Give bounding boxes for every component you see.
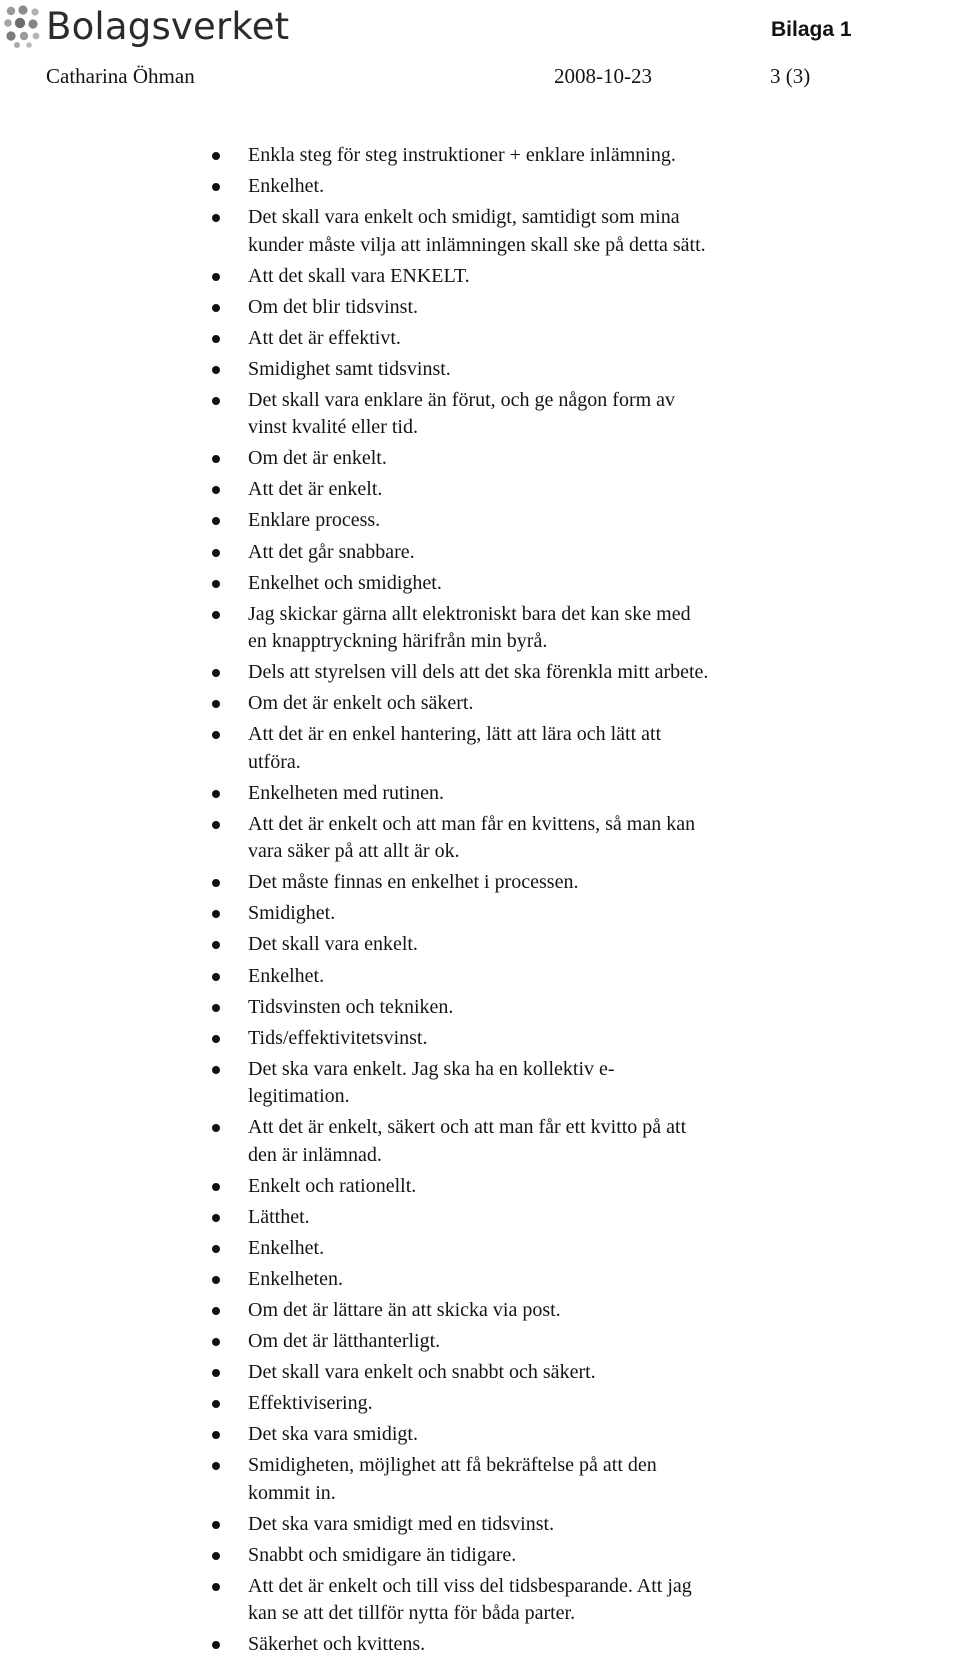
list-item xyxy=(248,1297,712,1325)
bullet-icon xyxy=(212,1338,220,1346)
list-item xyxy=(248,539,712,567)
bullet-icon xyxy=(212,1183,220,1191)
list-item-text: Det ska vara smidigt. xyxy=(248,1423,418,1446)
list-item-text: Jag skickar gärna allt elektroniskt bara det kan ske med en knapptryckning härifrån min byrå. xyxy=(248,602,691,653)
list-item xyxy=(248,1542,712,1570)
list-item-text: Lätthet. xyxy=(248,1205,310,1228)
bullet-icon xyxy=(212,1035,220,1043)
list-item xyxy=(248,780,712,808)
list-item-text: Enkelhet. xyxy=(248,175,325,198)
list-item xyxy=(248,963,712,991)
list-item xyxy=(248,1204,712,1232)
list-item xyxy=(248,1511,712,1539)
list-item-text: Enkla steg för steg instruktioner + enklare inlämning. xyxy=(248,144,676,166)
bullet-icon xyxy=(212,549,220,557)
bolagsverket-logo xyxy=(0,0,289,52)
list-item-text: Det skall vara enklare än förut, och ge någon form av vinst kvalité eller tid. xyxy=(248,388,676,439)
bullet-icon xyxy=(212,1307,220,1315)
list-item xyxy=(248,476,712,504)
bullet-icon xyxy=(212,397,220,405)
bullet-icon xyxy=(212,1431,220,1439)
list-item-text: Enkelt och rationellt. xyxy=(248,1174,417,1197)
list-item xyxy=(248,570,712,598)
bullet-icon xyxy=(212,700,220,708)
bullet-icon xyxy=(212,1400,220,1408)
list-item-text: Enkelhet och smidighet. xyxy=(248,571,442,594)
list-item xyxy=(248,1631,712,1659)
bullet-icon xyxy=(212,214,220,222)
list-item-text: Enklare process. xyxy=(248,509,381,532)
list-item xyxy=(248,1235,712,1263)
list-item xyxy=(248,1573,712,1628)
list-item xyxy=(248,1025,712,1053)
bullet-icon xyxy=(212,580,220,588)
list-item xyxy=(248,1056,712,1111)
bullet-icon xyxy=(212,790,220,798)
document-date: 2008-10-23 xyxy=(554,64,652,88)
list-item-text: Snabbt och smidigare än tidigare. xyxy=(248,1543,517,1566)
list-item-text: Säkerhet och kvittens. xyxy=(248,1633,426,1656)
bullet-icon xyxy=(212,1462,220,1470)
list-item-text: Tids/effektivitetsvinst. xyxy=(248,1026,428,1049)
author-name: Catharina Öhman xyxy=(46,64,195,88)
list-item xyxy=(248,869,712,897)
list-item xyxy=(248,173,712,201)
bullet-icon xyxy=(212,1004,220,1012)
bullet-icon xyxy=(212,1552,220,1560)
list-item xyxy=(248,994,712,1022)
list-item-text: Att det är enkelt, säkert och att man får ett kvitto på att den är inlämnad. xyxy=(248,1116,687,1166)
list-item xyxy=(248,690,712,718)
list-item-text: Tidsvinsten och tekniken. xyxy=(248,995,454,1018)
bullet-icon xyxy=(212,1276,220,1284)
list-item xyxy=(248,900,712,928)
bullet-icon xyxy=(212,1214,220,1222)
list-item-text: Om det blir tidsvinst. xyxy=(248,295,418,318)
list-item xyxy=(248,1421,712,1449)
list-item xyxy=(248,1173,712,1201)
bullet-icon xyxy=(212,611,220,619)
bullet-icon xyxy=(212,669,220,677)
bullet-icon xyxy=(212,821,220,829)
bullet-icon xyxy=(212,910,220,918)
list-item xyxy=(248,1328,712,1356)
list-item-text: Att det går snabbare. xyxy=(248,540,415,563)
answer-list xyxy=(0,142,712,1662)
bullet-icon xyxy=(212,455,220,463)
list-item xyxy=(248,142,712,170)
bullet-icon xyxy=(212,973,220,981)
list-item-text: Smidighet samt tidsvinst. xyxy=(248,357,451,380)
list-item-text: Att det skall vara ENKELT. xyxy=(248,264,470,287)
list-item-text: Enkelheten med rutinen. xyxy=(248,781,445,804)
list-item xyxy=(248,204,712,259)
bullet-icon xyxy=(212,517,220,525)
bullet-icon xyxy=(212,1641,220,1649)
bullet-icon xyxy=(212,879,220,887)
bullet-icon xyxy=(212,1066,220,1074)
list-item-text: Att det är enkelt och att man får en kvittens, så man kan vara säker på att allt är ok. xyxy=(248,812,696,863)
list-item xyxy=(248,445,712,473)
list-item xyxy=(248,1266,712,1294)
list-item-text: Smidigheten, möjlighet att få bekräftelse på att den kommit in. xyxy=(248,1454,657,1504)
bullet-icon xyxy=(212,1124,220,1132)
list-item-text: Att det är enkelt och till viss del tidsbesparande. Att jag kan se att det tillför nytta för båda parter. xyxy=(248,1574,692,1625)
list-item-text: Det skall vara enkelt. xyxy=(248,933,418,956)
list-item-text: Om det är enkelt och säkert. xyxy=(248,692,474,715)
bullet-icon xyxy=(212,335,220,343)
list-item xyxy=(248,387,712,442)
list-item xyxy=(248,507,712,535)
bullet-icon xyxy=(212,304,220,312)
list-item-text: Om det är lätthanterligt. xyxy=(248,1330,441,1352)
list-item-text: Effektivisering. xyxy=(248,1392,373,1415)
list-item xyxy=(248,811,712,866)
list-item-text: Om det är lättare än att skicka via post. xyxy=(248,1298,561,1321)
bullet-icon xyxy=(212,1369,220,1377)
list-item xyxy=(248,1390,712,1418)
list-item-text: Enkelheten. xyxy=(248,1267,343,1290)
list-item xyxy=(248,721,712,776)
appendix-label: Bilaga 1 xyxy=(771,18,852,41)
bullet-icon xyxy=(212,1521,220,1529)
list-item-text: Enkelhet. xyxy=(248,1236,325,1259)
list-item xyxy=(248,1452,712,1507)
list-item-text: Det skall vara enkelt och smidigt, samtidigt som mina kunder måste vilja att inlämningen skall ske på detta sätt. xyxy=(248,206,706,256)
list-item-text: Det ska vara smidigt med en tidsvinst. xyxy=(248,1512,555,1535)
bullet-icon xyxy=(212,1245,220,1253)
list-item-text: Det ska vara enkelt. Jag ska ha en kollektiv e-legitimation. xyxy=(248,1057,615,1108)
page-number: 3 (3) xyxy=(770,64,811,88)
list-item-text: Dels att styrelsen vill dels att det ska förenkla mitt arbete. xyxy=(248,661,709,684)
list-item xyxy=(248,1114,712,1169)
list-item-text: Det skall vara enkelt och snabbt och säkert. xyxy=(248,1361,596,1384)
bullet-icon xyxy=(212,183,220,191)
bullet-icon xyxy=(212,941,220,949)
list-item xyxy=(248,1359,712,1387)
bullet-icon xyxy=(212,366,220,374)
logo-text: Bolagsverket xyxy=(46,4,290,48)
bolagsverket-logo-mark-icon xyxy=(2,3,44,49)
list-item xyxy=(248,263,712,291)
bullet-icon xyxy=(212,152,220,160)
list-item xyxy=(248,325,712,353)
list-item-text: Att det är effektivt. xyxy=(248,326,401,349)
bullet-icon xyxy=(212,1583,220,1591)
list-item xyxy=(248,294,712,322)
bullet-icon xyxy=(212,731,220,739)
list-item xyxy=(248,601,712,656)
list-item-text: Smidighet. xyxy=(248,902,336,925)
list-item-text: Att det är en enkel hantering, lätt att lära och lätt att utföra. xyxy=(248,723,662,773)
list-item-text: Om det är enkelt. xyxy=(248,447,387,470)
bullet-icon xyxy=(212,273,220,281)
list-item-text: Enkelhet. xyxy=(248,964,325,987)
list-item-text: Det måste finnas en enkelhet i processen. xyxy=(248,871,579,894)
list-item xyxy=(248,931,712,959)
list-item xyxy=(248,659,712,687)
bullet-icon xyxy=(212,486,220,494)
list-item xyxy=(248,356,712,384)
list-item-text: Att det är enkelt. xyxy=(248,478,383,501)
